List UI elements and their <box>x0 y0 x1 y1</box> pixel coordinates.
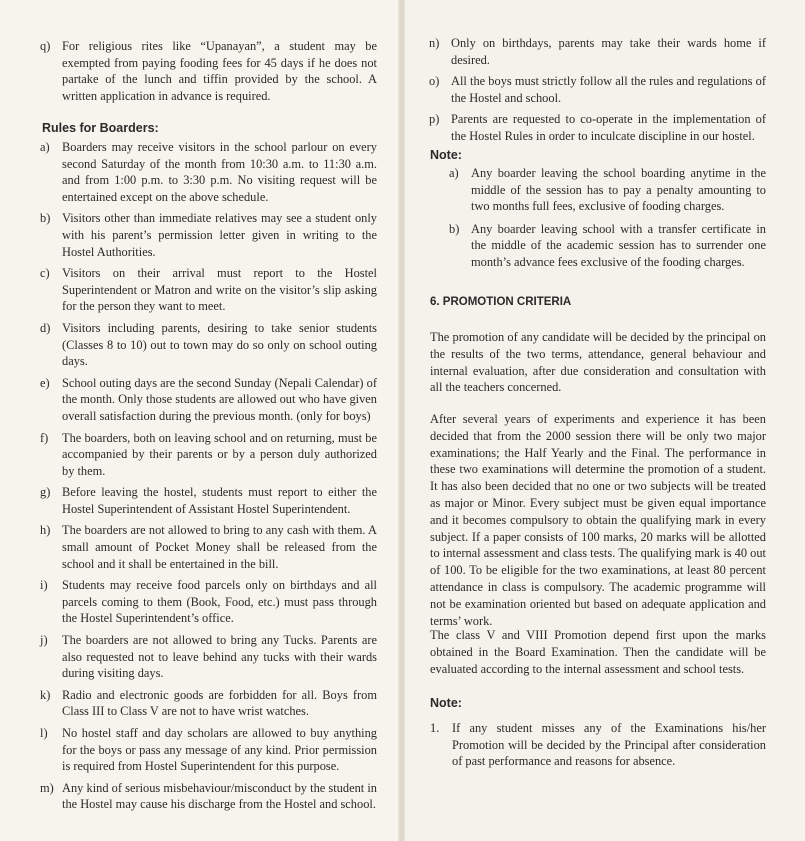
note-list <box>449 165 766 276</box>
item-text: School outing days are the second Sunday (Nepali Calendar) of the month. Only those students are allowed out who have given overall satisfaction during the previous month. (only for boys) <box>62 375 377 423</box>
item-label: d) <box>40 320 51 335</box>
item-label: q) <box>40 39 51 53</box>
boarder-rules-list <box>40 139 377 818</box>
rules-heading: Rules for Boarders: <box>42 121 159 135</box>
item-label: 1. <box>430 721 440 735</box>
item-label: o) <box>429 74 440 89</box>
item-label: k) <box>40 687 51 702</box>
promotion-paragraph: The promotion of any candidate will be decided by the principal on the results of the two terms, attendance, general behaviour and internal evaluation, after due consideration and consultation with all the teachers concerned. <box>430 330 766 395</box>
item-label: g) <box>40 485 51 500</box>
item-label: f) <box>40 430 49 445</box>
item-text: Radio and electronic goods are forbidden for all. Boys from Class III to Class V are not to have wrist watches. <box>62 687 377 719</box>
item-label: m) <box>40 780 54 795</box>
list-item <box>429 35 766 68</box>
note-list <box>430 720 766 775</box>
list-item <box>40 522 377 572</box>
item-text: Any boarder leaving the school boarding anytime in the middle of the session has to pay a penalty amounting to two months full fees, exclusive of fooding charges. <box>471 166 766 214</box>
list-item <box>429 111 766 144</box>
item-label: a) <box>40 140 50 154</box>
item-text: Any kind of serious misbehaviour/misconduct by the student in the Hostel may cause his discharge from the Hostel and school. <box>62 780 377 812</box>
board-exam-paragraph: The class V and VIII Promotion depend first upon the marks obtained in the Board Examination. Then the candidate will be evaluated according to the internal assessment and school tests. <box>430 628 766 676</box>
list-item <box>430 720 766 770</box>
item-text: Students may receive food parcels only on birthdays and all parcels coming to them (Book, Food, etc.) must pass through the Hostel Superintendent’s office. <box>62 578 377 626</box>
item-label: i) <box>40 578 48 593</box>
rules-continued-list <box>429 35 766 150</box>
item-label: h) <box>40 523 51 538</box>
list-item <box>40 725 377 775</box>
list-item <box>40 265 377 315</box>
list-item <box>429 73 766 106</box>
list-item <box>40 687 377 720</box>
list-item <box>40 38 377 104</box>
item-text: Visitors other than immediate relatives may see a student only with his parent’s permission letter given in writing to the Hostel Authorities. <box>62 211 377 259</box>
item-label: b) <box>449 221 460 236</box>
list-item <box>449 165 766 215</box>
left-page <box>0 0 400 841</box>
right-page <box>405 0 805 841</box>
list-item <box>449 221 766 271</box>
list-item <box>40 430 377 480</box>
item-label: j) <box>40 633 48 648</box>
list-item <box>40 780 377 813</box>
item-label: p) <box>429 112 440 127</box>
list-item <box>40 139 377 205</box>
item-text: Parents are requested to co-operate in the implementation of the Hostel Rules in order to inculcate discipline in our hostel. <box>451 112 766 143</box>
note-heading: Note: <box>430 148 462 162</box>
item-label: e) <box>40 375 50 390</box>
item-text: If any student misses any of the Examinations his/her Promotion will be decided by the Principal after consideration of past performance and reasons for absence. <box>452 721 766 769</box>
list-item <box>40 320 377 370</box>
item-text: Visitors on their arrival must report to the Hostel Superintendent or Matron and write on the visitor’s slip asking for the person they want to meet. <box>62 266 377 314</box>
list-item <box>40 210 377 260</box>
item-text: The boarders are not allowed to bring to any cash with them. A small amount of Pocket Money shall be released from the school and it shall be entertained in the bill. <box>62 523 377 571</box>
item-text: Visitors including parents, desiring to take senior students (Classes 8 to 10) out to town may do so only on school outing days. <box>62 320 377 369</box>
list-item <box>40 375 377 425</box>
list-item <box>40 632 377 682</box>
list-item <box>40 577 377 627</box>
item-text: The boarders, both on leaving school and on returning, must be accompanied by their parents or by a person duly authorized by them. <box>62 430 377 478</box>
item-text: All the boys must strictly follow all the rules and regulations of the Hostel and school. <box>451 74 766 105</box>
item-text: Only on birthdays, parents may take their wards home if desired. <box>451 36 766 67</box>
item-text: Boarders may receive visitors in the school parlour on every second Saturday of the month from 10:30 a.m. to 11:30 a.m. and from 1:00 p.m. to 3:30 p.m. No visiting request will be entertained except on the above schedule. <box>62 140 377 204</box>
item-text: Any boarder leaving school with a transfer certificate in the middle of the academic session has to surrender one month’s advance fees exclusive of the fooding charges. <box>471 221 766 269</box>
item-text: For religious rites like “Upanayan”, a student may be exempted from paying fooding fees for 45 days if he does not partake of the lunch and tiffin provided by the school. A written application in advance is required. <box>62 39 377 103</box>
item-label: l) <box>40 726 48 740</box>
item-text: No hostel staff and day scholars are allowed to buy anything for the boys or pass any message of any kind. Prior permission is required from Hostel Superintendent for this purpose. <box>62 726 377 774</box>
item-label: n) <box>429 36 440 50</box>
list-item <box>40 484 377 517</box>
item-label: b) <box>40 211 51 226</box>
item-q-list <box>40 38 377 109</box>
item-label: a) <box>449 166 459 180</box>
examination-paragraph: After several years of experiments and experience it has been decided that from the 2000 session there will be only two major examinations; the Half Yearly and the Final. The performance in these two examinations will determine the promotion of a student. It has also been decided that no one or two subjects will be treated as major or Minor. Every subject must be given equal importance and it becomes compulsory to obtain the qualifying mark in every subject. If a paper consists of 100 marks, 20 marks will be allotted to internal assessment and class tests. The qualifying mark is 40 out of 100. To be eligible for the two examinations, at least 80 percent attendance in class is compulsory. The academic programme will not be examination oriented but based on adequate application and terms’ work. <box>430 412 766 628</box>
item-label: c) <box>40 266 50 281</box>
note-heading: Note: <box>430 696 462 710</box>
item-text: The boarders are not allowed to bring any Tucks. Parents are also requested not to leave behind any tucks with their wards during visiting days. <box>62 633 377 681</box>
section-heading: 6. PROMOTION CRITERIA <box>430 296 572 308</box>
item-text: Before leaving the hostel, students must report to either the Hostel Superintendent of Assistant Hostel Superintendent. <box>62 485 377 516</box>
